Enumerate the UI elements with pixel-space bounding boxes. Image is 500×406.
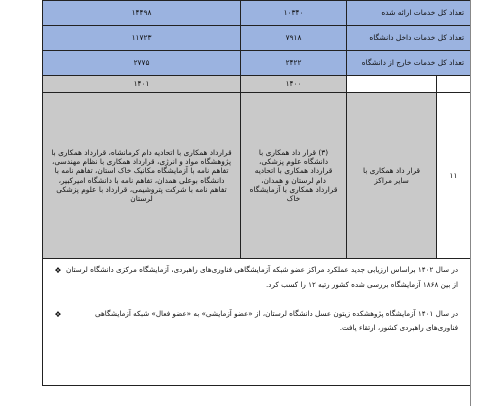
page-margin-line	[470, 0, 471, 406]
diamond-bullet-icon: ❖	[54, 266, 62, 275]
service-value-1401: ۲۷۷۵	[43, 51, 241, 76]
service-value-1400: ۷۹۱۸	[241, 26, 347, 51]
cooperation-1400: (۳) قرار داد همکاری با دانشگاه علوم پزشکی، قرارداد همکاری با اتحادیه دام لرستان و همدان، قرارداد همکاری با آزمایشگاه خاک	[241, 93, 347, 259]
note-text: در سال ۱۴۰۲ براساس ارزیابی جدید عملکرد مراکز عضو شبکه آزمایشگاهی فناوری‌های راهبردی، آزمایشگاه مرکزی دانشگاه لرستان از بین ۱۸۶۸ آزمایشگاه بررسی شده کشور رتبه ۱۲ را کسب کرد.	[66, 265, 459, 289]
year-1401-header: ۱۴۰۱	[43, 76, 241, 93]
service-label: تعداد کل خدمات ارائه شده	[347, 1, 471, 26]
service-label: تعداد کل خدمات داخل دانشگاه	[347, 26, 471, 51]
service-value-1400: ۲۴۲۲	[241, 51, 347, 76]
service-value-1401: ۱۱۷۲۳	[43, 26, 241, 51]
notes-cell	[43, 259, 471, 386]
table-row	[43, 26, 471, 51]
table-row	[43, 1, 471, 26]
service-label: تعداد کل خدمات خارج از دانشگاه	[347, 51, 471, 76]
lab-services-table	[42, 0, 471, 386]
row-index: ۱۱	[437, 93, 471, 259]
cooperation-row	[43, 93, 471, 259]
year-header-row	[43, 76, 471, 93]
service-value-1401: ۱۴۴۹۸	[43, 1, 241, 26]
cooperation-title: قرار داد همکاری با سایر مراکز	[347, 93, 437, 259]
note-item	[51, 263, 460, 293]
year-1400-header: ۱۴۰۰	[241, 76, 347, 93]
blank-cell	[347, 76, 437, 93]
cooperation-1401: قرارداد همکاری با اتحادیه دام کرمانشاه، قرارداد همکاری با پژوهشگاه مواد و انرژی، قرارداد همکاری با نظام مهندسی، تفاهم نامه با آزمایشگاه مکانیک خاک استان، تفاهم نامه با دانشگاه بوعلی همدان، تفاهم نامه با دانشگاه امیرکبیر، تفاهم نامه با شرکت پتروشیمی، قرارداد با علوم پزشکی لرستان	[43, 93, 241, 259]
note-text: در سال ۱۴۰۱ آزمایشگاه پژوهشکده زیتون عسل دانشگاه لرستان، از «عضو آزمایشی» به «عضو فعال» شبکه آزمایشگاهی فناوری‌های راهبردی کشور، ارتقاء یافت.	[94, 308, 459, 333]
service-value-1400: ۱۰۳۴۰	[241, 1, 347, 26]
table-row	[43, 51, 471, 76]
notes-row	[43, 259, 471, 386]
note-item	[51, 307, 460, 337]
diamond-bullet-icon: ❖	[54, 309, 62, 319]
blank-cell	[437, 76, 471, 93]
